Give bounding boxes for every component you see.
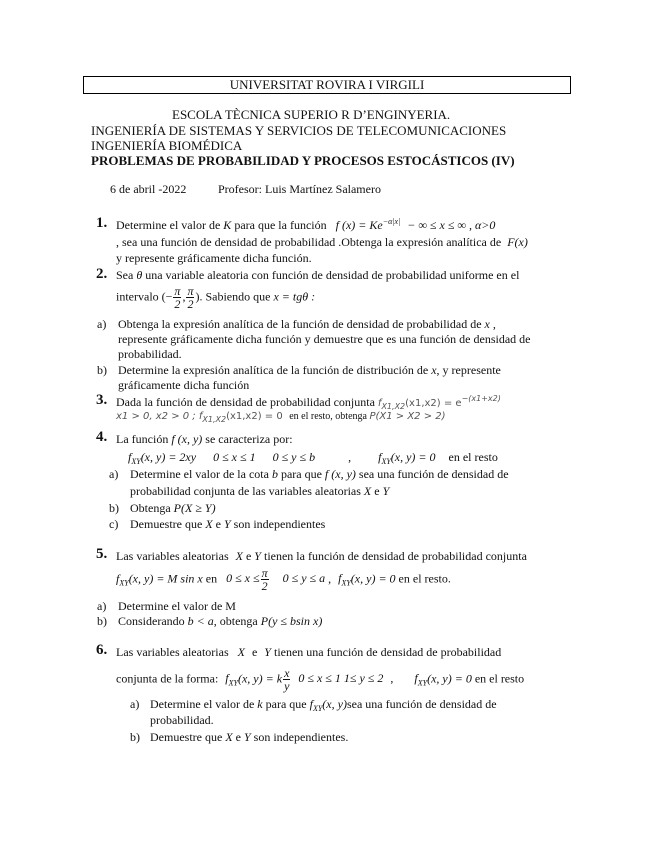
problem-6a-line-1: Determine el valor de k para que $f_{XY}(x$, y)sea una función de densidad de xyxy=(150,697,497,713)
professor: Profesor: Luis Martínez Salamero xyxy=(218,182,381,196)
problem-4-number: 4. xyxy=(96,429,108,445)
document-title: PROBLEMAS DE PROBABILIDAD Y PROCESOS ESTOCÁSTICOS (IV) xyxy=(91,153,515,168)
problem-3-line-2: x1 > 0, x2 > 0 ; $f_{X1,X2}(x1,x2) = 0$ en el resto, obtenga P(X1 > X2 > 2) xyxy=(116,411,446,424)
problem-3-line-1: Dada la función de densidad de probabilidad conjunta $f_{X1,X2}(x1,x2) = e^{-(x1+x2)}$ xyxy=(116,394,501,411)
problem-5b-label: b) xyxy=(97,614,107,628)
problem-5-definition: $f_{XY}(x$, y) = M sin x en 0 ≤ x ≤ $\frac{\pi}{2}$ 0 ≤ y ≤ a , $f_{XY}(x$, y) = 0 en el resto. xyxy=(116,566,451,593)
problem-2a-line-2: represente gráficamente dicha función y demuestre que es una función de densidad de xyxy=(118,332,531,346)
degree-line-1: INGENIERÍA DE SISTEMAS Y SERVICIOS DE TELECOMUNICACIONES xyxy=(91,123,507,138)
problem-6-number: 6. xyxy=(96,642,108,658)
problem-5-line-1: Las variables aleatorias X e Y tienen la función de densidad de probabilidad conjunta xyxy=(116,549,527,563)
problem-4-line-1: La función f (x, y) se caracteriza por: xyxy=(116,432,293,446)
date: 6 de abril -2022 xyxy=(110,182,187,196)
problem-6-line-1: Las variables aleatorias X e Y tienen una función de densidad de probabilidad xyxy=(116,645,502,659)
problem-5a-text: Determine el valor de M xyxy=(118,599,236,613)
problem-1-line-2: , sea una función de densidad de probabilidad .Obtenga la expresión analítica de F(x) xyxy=(116,235,528,249)
university-title: UNIVERSITAT ROVIRA I VIRGILI xyxy=(229,77,425,92)
problem-2a-label: a) xyxy=(97,317,107,331)
problem-2b-line-2: gráficamente dicha función xyxy=(118,378,250,392)
problem-5a-label: a) xyxy=(97,599,107,613)
problem-2a-line-1: Obtenga la expresión analítica de la función de densidad de probabilidad de x , xyxy=(118,317,496,331)
problem-6b-text: Demuestre que X e Y son independientes. xyxy=(150,730,349,744)
problem-6a-line-2: probabilidad. xyxy=(150,713,214,727)
problem-1-line-3: y represente gráficamente dicha función. xyxy=(116,251,312,265)
problem-4-definition: $f_{XY}(x$, y) = 2xy 0 ≤ x ≤ 1 0 ≤ y ≤ b , $f_{XY}(x$, y) = 0 en el resto xyxy=(128,450,498,466)
degree-line-2: INGENIERÍA BIOMÉDICA xyxy=(91,138,243,153)
problem-4b-text: Obtenga P(X ≥ Y) xyxy=(130,501,216,515)
problem-6-line-2: conjunta de la forma: $f_{XY}(x$, y) = k $\frac{x}{y}$ 0 ≤ x ≤ 1 1≤ y ≤ 2 , $f_{XY}(x$, y) = 0 en el resto xyxy=(116,666,525,693)
problem-2a-line-3: probabilidad. xyxy=(118,347,182,361)
problem-2-number: 2. xyxy=(96,266,108,282)
problem-6b-label: b) xyxy=(130,730,140,744)
problem-5-number: 5. xyxy=(96,546,108,562)
problem-4a-label: a) xyxy=(109,467,119,481)
problem-4a-line-1: Determine el valor de la cota b para que f (x, y) sea una función de densidad de xyxy=(130,467,509,481)
school-name: ESCOLA TÈCNICA SUPERIO R D’ENGINYERIA. xyxy=(172,107,451,122)
problem-4c-label: c) xyxy=(109,517,119,531)
problem-4c-text: Demuestre que X e Y son independientes xyxy=(130,517,326,531)
problem-2-interval: intervalo (− $\frac{\pi}{2}$ , $\frac{\pi}{2}$ ). Sabiendo que x = tgθ : xyxy=(116,284,316,311)
problem-2-line-1: Sea θ una variable aleatoria con función de densidad de probabilidad uniforme en el xyxy=(116,268,520,282)
problem-1-line-1: Determine el valor de K para que la función f $(x) = Ke^{-\alpha|x|}$ − ∞ ≤ x ≤ ∞ , α>0 xyxy=(116,217,496,232)
problem-1-number: 1. xyxy=(96,215,108,231)
problem-3-number: 3. xyxy=(96,392,108,408)
university-title-box xyxy=(83,76,571,94)
problem-4a-line-2: probabilidad conjunta de las variables aleatorias X e Y xyxy=(130,484,390,498)
problem-4b-label: b) xyxy=(109,501,119,515)
problem-6a-label: a) xyxy=(130,697,140,711)
problem-2b-line-1: Determine la expresión analítica de la función de distribución de x, y represente xyxy=(118,363,501,377)
problem-2b-label: b) xyxy=(97,363,107,377)
problem-5b-text: Considerando b < a, obtenga P(y ≤ bsin x) xyxy=(118,614,323,628)
